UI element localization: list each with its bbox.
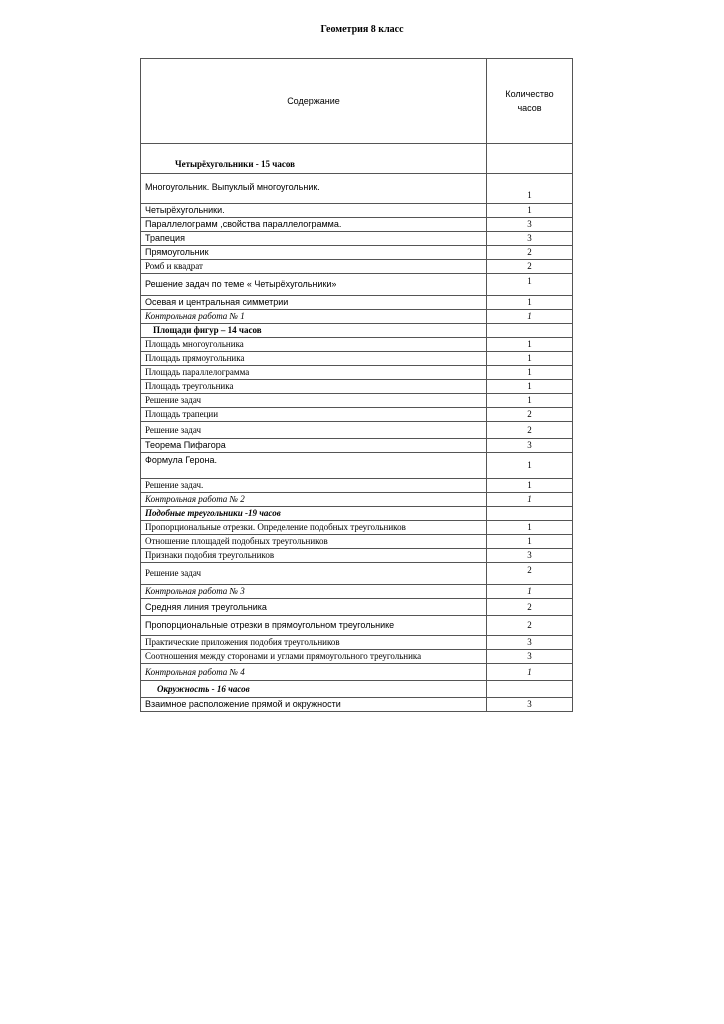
hours-cell: 1 <box>487 380 573 394</box>
topic-cell: Осевая и центральная симметрии <box>141 296 487 310</box>
topic-cell: Контрольная работа № 4 <box>141 664 487 681</box>
hours-cell: 1 <box>487 585 573 599</box>
table-row <box>141 394 573 408</box>
table-row <box>141 296 573 310</box>
table-row <box>141 493 573 507</box>
table-row <box>141 380 573 394</box>
table-row <box>141 453 573 479</box>
table-row <box>141 408 573 422</box>
hours-cell: 3 <box>487 650 573 664</box>
hours-cell: 2 <box>487 599 573 616</box>
topic-cell: Соотношения между сторонами и углами прямоугольного треугольника <box>141 650 487 664</box>
topic-cell: Многоугольник. Выпуклый многоугольник. <box>141 174 487 204</box>
hours-cell: 2 <box>487 616 573 636</box>
table-row <box>141 310 573 324</box>
topic-cell: Формула Герона. <box>141 453 487 479</box>
hours-cell: 1 <box>487 479 573 493</box>
table-row <box>141 204 573 218</box>
hours-cell: 3 <box>487 439 573 453</box>
hours-cell: 1 <box>487 535 573 549</box>
topic-cell: Практические приложения подобия треугольников <box>141 636 487 650</box>
content-column-header: Содержание <box>141 59 487 144</box>
section-row <box>141 144 573 174</box>
section-title: Площади фигур – 14 часов <box>141 324 487 338</box>
table-header-row <box>141 59 573 144</box>
topic-cell: Площадь параллелограмма <box>141 366 487 380</box>
table-row <box>141 535 573 549</box>
topic-cell: Прямоугольник <box>141 246 487 260</box>
table-row <box>141 585 573 599</box>
section-title: Подобные треугольники -19 часов <box>141 507 487 521</box>
hours-cell <box>487 681 573 698</box>
hours-cell: 1 <box>487 493 573 507</box>
table-row <box>141 479 573 493</box>
hours-cell: 2 <box>487 422 573 439</box>
topic-cell: Теорема Пифагора <box>141 439 487 453</box>
topic-cell: Контрольная работа № 3 <box>141 585 487 599</box>
hours-cell: 1 <box>487 521 573 535</box>
hours-cell <box>487 507 573 521</box>
table-row <box>141 599 573 616</box>
table-row <box>141 422 573 439</box>
table-row <box>141 246 573 260</box>
table-row <box>141 616 573 636</box>
topic-cell: Площадь многоугольника <box>141 338 487 352</box>
table-row <box>141 338 573 352</box>
hours-cell: 1 <box>487 204 573 218</box>
hours-cell: 2 <box>487 260 573 274</box>
hours-cell: 1 <box>487 366 573 380</box>
table-row <box>141 260 573 274</box>
hours-cell: 1 <box>487 338 573 352</box>
hours-cell: 1 <box>487 453 573 479</box>
hours-cell: 1 <box>487 296 573 310</box>
lesson-plan-table <box>140 58 573 712</box>
table-row <box>141 698 573 712</box>
hours-cell: 1 <box>487 310 573 324</box>
hours-cell: 3 <box>487 549 573 563</box>
section-row <box>141 507 573 521</box>
topic-cell: Отношение площадей подобных треугольников <box>141 535 487 549</box>
hours-column-header <box>487 59 573 144</box>
table-row <box>141 563 573 585</box>
topic-cell: Ромб и квадрат <box>141 260 487 274</box>
topic-cell: Площадь прямоугольника <box>141 352 487 366</box>
hours-cell: 1 <box>487 352 573 366</box>
hours-cell: 1 <box>487 274 573 296</box>
table-row <box>141 232 573 246</box>
topic-cell: Решение задач. <box>141 479 487 493</box>
topic-cell: Решение задач по теме « Четырёхугольники» <box>141 274 487 296</box>
section-row <box>141 324 573 338</box>
hours-cell: 1 <box>487 174 573 204</box>
hours-cell: 3 <box>487 636 573 650</box>
table-row <box>141 521 573 535</box>
table-row <box>141 549 573 563</box>
topic-cell: Признаки подобия треугольников <box>141 549 487 563</box>
hours-header-line-1: Количество <box>505 89 554 99</box>
topic-cell: Контрольная работа № 2 <box>141 493 487 507</box>
section-title: Окружность - 16 часов <box>141 681 487 698</box>
topic-cell: Решение задач <box>141 563 487 585</box>
topic-cell: Решение задач <box>141 394 487 408</box>
hours-cell <box>487 144 573 174</box>
table-row <box>141 274 573 296</box>
topic-cell: Средняя линия треугольника <box>141 599 487 616</box>
page-title: Геометрия 8 класс <box>320 24 404 35</box>
table-row <box>141 218 573 232</box>
hours-cell: 3 <box>487 698 573 712</box>
hours-cell: 1 <box>487 664 573 681</box>
topic-cell: Контрольная работа № 1 <box>141 310 487 324</box>
topic-cell: Решение задач <box>141 422 487 439</box>
topic-cell: Площадь трапеции <box>141 408 487 422</box>
topic-cell: Взаимное расположение прямой и окружности <box>141 698 487 712</box>
hours-cell: 2 <box>487 563 573 585</box>
hours-cell: 2 <box>487 408 573 422</box>
section-title: Четырёхугольники - 15 часов <box>141 144 487 174</box>
table-row <box>141 352 573 366</box>
section-row <box>141 681 573 698</box>
topic-cell: Четырёхугольники. <box>141 204 487 218</box>
table-row <box>141 636 573 650</box>
topic-cell: Площадь треугольника <box>141 380 487 394</box>
topic-cell: Пропорциональные отрезки в прямоугольном треугольнике <box>141 616 487 636</box>
table-row <box>141 366 573 380</box>
table-row <box>141 439 573 453</box>
hours-cell: 3 <box>487 218 573 232</box>
hours-cell <box>487 324 573 338</box>
hours-cell: 3 <box>487 232 573 246</box>
hours-cell: 1 <box>487 394 573 408</box>
hours-header-line-2: часов <box>517 103 542 113</box>
table-row <box>141 650 573 664</box>
hours-cell: 2 <box>487 246 573 260</box>
table-row <box>141 664 573 681</box>
table-row <box>141 174 573 204</box>
topic-cell: Параллелограмм ,свойства параллелограмма. <box>141 218 487 232</box>
topic-cell: Трапеция <box>141 232 487 246</box>
topic-cell: Пропорциональные отрезки. Определение подобных треугольников <box>141 521 487 535</box>
